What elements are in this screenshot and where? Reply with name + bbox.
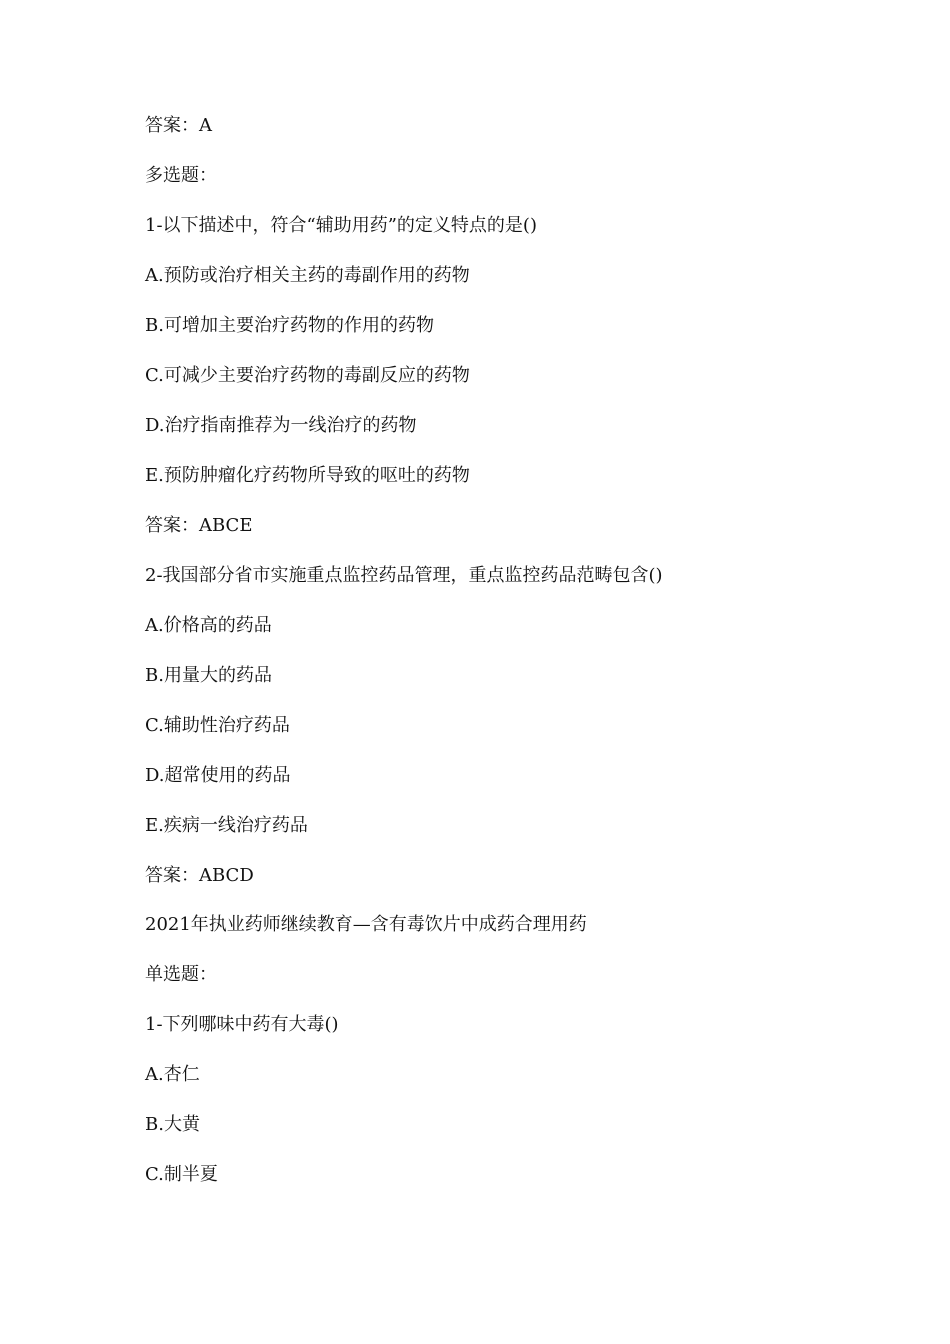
- option-d: D.治疗指南推荐为一线治疗的药物: [145, 415, 417, 436]
- course-title: 2021年执业药师继续教育—含有毒饮片中成药合理用药: [145, 914, 587, 935]
- question-1: 1-以下描述中，符合“辅助用药”的定义特点的是(): [145, 215, 537, 236]
- option-d: D.超常使用的药品: [145, 765, 291, 786]
- option-e: E.预防肿瘤化疗药物所导致的呕吐的药物: [145, 465, 470, 486]
- option-b: B.用量大的药品: [145, 665, 272, 686]
- answer-line: 答案：ABCE: [145, 515, 253, 536]
- option-b: B.大黄: [145, 1114, 200, 1135]
- question-1: 1-下列哪味中药有大毒(): [145, 1014, 339, 1035]
- option-a: A.预防或治疗相关主药的毒副作用的药物: [145, 265, 470, 286]
- option-b: B.可增加主要治疗药物的作用的药物: [145, 315, 434, 336]
- option-e: E.疾病一线治疗药品: [145, 815, 308, 836]
- option-c: C.辅助性治疗药品: [145, 715, 290, 736]
- section-heading-single-choice: 单选题：: [145, 964, 217, 985]
- option-c: C.可减少主要治疗药物的毒副反应的药物: [145, 365, 470, 386]
- section-heading-multiple-choice: 多选题：: [145, 165, 217, 186]
- option-c: C.制半夏: [145, 1164, 218, 1185]
- option-a: A.价格高的药品: [145, 615, 272, 636]
- question-2: 2-我国部分省市实施重点监控药品管理，重点监控药品范畴包含(): [145, 565, 663, 586]
- answer-line: 答案：A: [145, 115, 212, 136]
- option-a: A.杏仁: [145, 1064, 200, 1085]
- answer-line: 答案：ABCD: [145, 865, 254, 886]
